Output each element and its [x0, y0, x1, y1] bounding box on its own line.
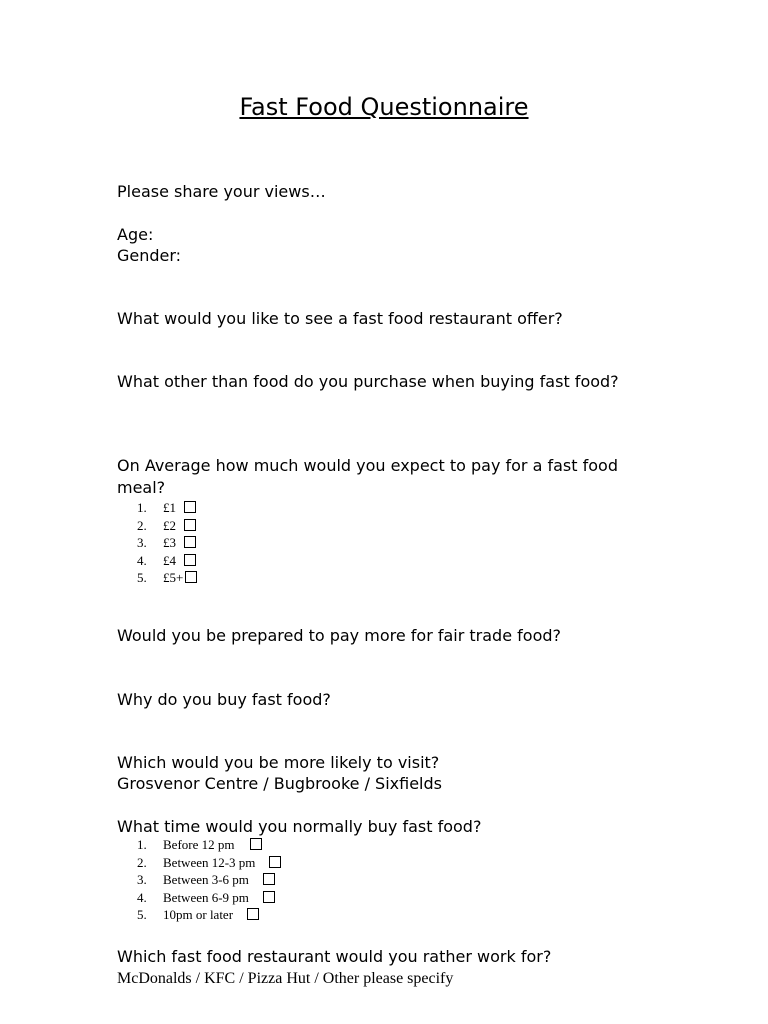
- list-item: [137, 854, 281, 872]
- price-options-list: [137, 499, 197, 587]
- list-item: [137, 534, 197, 552]
- age-label: Age:: [117, 225, 154, 244]
- question-fair-trade: Would you be prepared to pay more for fair trade food?: [117, 626, 561, 645]
- list-item: [137, 517, 197, 535]
- option-label: Between 3-6 pm: [163, 872, 249, 888]
- option-number: 5.: [137, 570, 147, 586]
- option-label: £2: [163, 517, 176, 533]
- gender-label: Gender:: [117, 246, 182, 265]
- list-item: [137, 569, 197, 587]
- option-number: 1.: [137, 500, 147, 515]
- list-item: [137, 552, 197, 570]
- time-options-list: [137, 836, 281, 924]
- restaurant-options: McDonalds / KFC / Pizza Hut / Other please specify: [117, 970, 454, 987]
- checkbox[interactable]: [250, 838, 262, 850]
- checkbox[interactable]: [185, 571, 197, 583]
- option-label: 10pm or later: [163, 907, 234, 923]
- option-number: 4.: [137, 552, 147, 568]
- option-label: £4: [163, 552, 176, 568]
- list-item: [137, 906, 281, 924]
- page-title: Fast Food Questionnaire: [239, 93, 529, 121]
- option-number: 2.: [137, 517, 147, 533]
- checkbox[interactable]: [263, 891, 275, 903]
- option-number: 3.: [137, 872, 147, 888]
- list-item: [137, 499, 197, 517]
- option-label: £3: [163, 535, 176, 551]
- option-number: 3.: [137, 535, 147, 551]
- list-item: [137, 889, 281, 907]
- checkbox[interactable]: [247, 908, 259, 920]
- checkbox[interactable]: [184, 519, 196, 531]
- checkbox[interactable]: [269, 856, 281, 868]
- option-number: 2.: [137, 854, 147, 870]
- list-item: [137, 871, 281, 889]
- checkbox[interactable]: [184, 536, 196, 548]
- option-label: Between 6-9 pm: [163, 889, 249, 905]
- option-label: £1: [163, 500, 176, 515]
- location-options: Grosvenor Centre / Bugbrooke / Sixfields: [117, 774, 442, 793]
- option-label: Between 12-3 pm: [163, 854, 256, 870]
- question-offer: What would you like to see a fast food restaurant offer?: [117, 309, 563, 328]
- checkbox[interactable]: [263, 873, 275, 885]
- question-average-price: On Average how much would you expect to pay for a fast food meal?: [117, 456, 618, 497]
- option-number: 5.: [137, 907, 147, 923]
- option-label: £5+: [163, 570, 184, 586]
- question-location: Which would you be more likely to visit?: [117, 753, 440, 772]
- option-label: Before 12 pm: [163, 837, 235, 852]
- question-work-for: Which fast food restaurant would you rather work for?: [117, 947, 552, 966]
- list-item: [137, 836, 281, 854]
- question-other-purchases: What other than food do you purchase when buying fast food?: [117, 372, 619, 391]
- option-number: 4.: [137, 889, 147, 905]
- question-why-buy: Why do you buy fast food?: [117, 690, 331, 709]
- intro-text: Please share your views…: [117, 182, 326, 201]
- option-number: 1.: [137, 837, 147, 852]
- checkbox[interactable]: [184, 554, 196, 566]
- checkbox[interactable]: [184, 501, 196, 513]
- question-time: What time would you normally buy fast food?: [117, 817, 482, 836]
